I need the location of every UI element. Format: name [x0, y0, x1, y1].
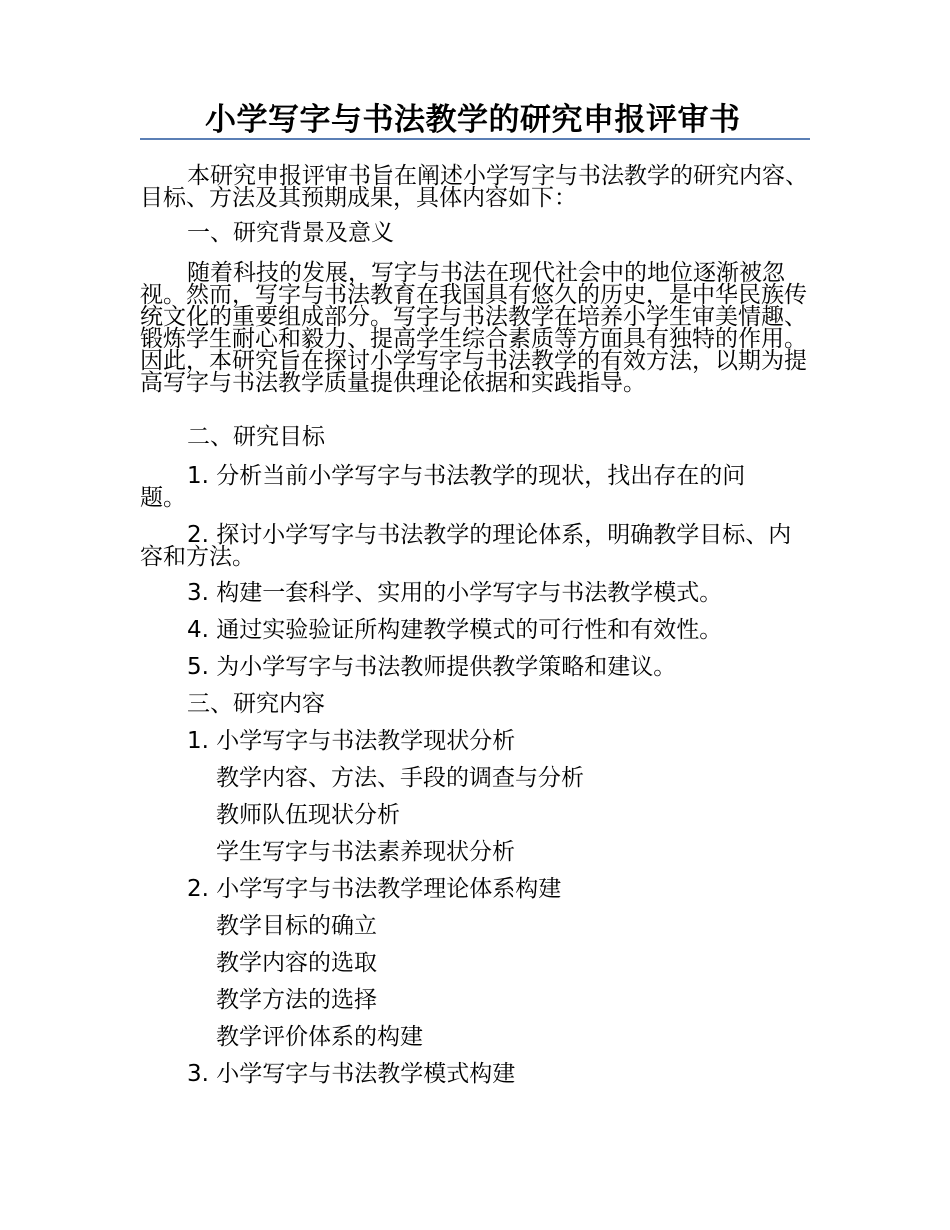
content-subitem: 学生写字与书法素养现状分析: [216, 839, 515, 865]
goal-item: 3. 构建一套科学、实用的小学写字与书法教学模式。: [187, 580, 723, 606]
content-subitem: 教师队伍现状分析: [216, 802, 400, 828]
section-heading-content: 三、研究内容: [187, 691, 325, 717]
content-subitem: 教学内容的选取: [216, 950, 377, 976]
goal-item: 1. 分析当前小学写字与书法教学的现状，找出存在的问题。: [140, 463, 746, 511]
section-heading-goals: 二、研究目标: [187, 424, 325, 450]
content-subitem: 教学方法的选择: [216, 987, 377, 1013]
title-underline: [140, 138, 810, 140]
content-subitem: 教学评价体系的构建: [216, 1024, 423, 1050]
goal-item: 5. 为小学写字与书法教师提供教学策略和建议。: [187, 654, 677, 680]
content-item: 3. 小学写字与书法教学模式构建: [187, 1061, 516, 1087]
section-heading-background: 一、研究背景及意义: [187, 220, 394, 246]
content-item: 1. 小学写字与书法教学现状分析: [187, 728, 516, 754]
content-item: 2. 小学写字与书法教学理论体系构建: [187, 876, 562, 902]
intro-paragraph: 本研究申报评审书旨在阐述小学写字与书法教学的研究内容、目标、方法及其预期成果，具体内容如下：: [140, 163, 808, 211]
goal-item: 4. 通过实验验证所构建教学模式的可行性和有效性。: [187, 617, 723, 643]
content-subitem: 教学内容、方法、手段的调查与分析: [216, 765, 584, 791]
goal-item: 2. 探讨小学写字与书法教学的理论体系，明确教学目标、内容和方法。: [140, 522, 792, 570]
document-title: 小学写字与书法教学的研究申报评审书: [205, 102, 741, 138]
content-subitem: 教学目标的确立: [216, 913, 377, 939]
background-paragraph: 随着科技的发展，写字与书法在现代社会中的地位逐渐被忽视。然而，写字与书法教育在我国具有悠久的历史，是中华民族传统文化的重要组成部分。写字与书法教学在培养小学生审美情趣、锻炼学生耐心和毅力、提高学生综合素质等方面具有独特的作用。因此，本研究旨在探讨小学写字与书法教学的有效方法，以期为提高写字与书法教学质量提供理论依据和实践指导。: [140, 260, 807, 396]
